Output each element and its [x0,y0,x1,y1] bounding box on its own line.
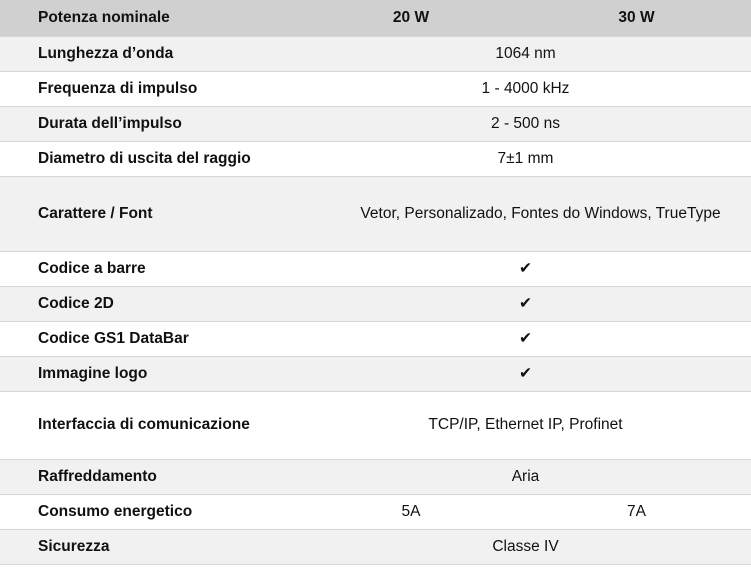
check-icon: ✔ [519,260,532,277]
row-label: Interfaccia di comunicazione [38,416,250,433]
row-value: Aria [511,467,540,485]
table-row [0,356,751,391]
table-row [0,36,751,71]
row-value: TCP/IP, Ethernet IP, Profinet [428,416,623,433]
row-value: Classe IV [492,537,559,555]
row-value: 1064 nm [495,44,556,62]
row-label: Codice a barre [38,259,146,277]
row-label: Sicurezza [38,537,110,555]
row-label: Durata dell’impulso [38,114,182,132]
table-row [0,176,751,251]
check-icon: ✔ [519,330,532,347]
table-row [0,494,751,529]
row-value-20w: 5A [401,502,421,520]
table-row [0,71,751,106]
check-icon: ✔ [519,365,532,382]
header-label: Potenza nominale [38,8,170,26]
table-row [0,529,751,564]
row-label: Diametro di uscita del raggio [38,149,251,167]
table-row [0,459,751,494]
table-row [0,251,751,286]
row-label: Carattere / Font [38,204,153,222]
row-label: Immagine logo [38,364,148,382]
row-value-30w: 7A [627,502,646,520]
row-value: 7±1 mm [497,149,554,167]
table-row [0,391,751,459]
table-row [0,321,751,356]
table-header-row [0,0,751,36]
table-row [0,141,751,176]
row-label: Lunghezza d’onda [38,44,174,62]
row-label: Consumo energetico [38,502,193,520]
check-icon: ✔ [519,295,532,312]
row-value: Vetor, Personalizado, Fontes do Windows, TrueType [360,204,721,222]
row-value: 2 - 500 ns [491,114,560,132]
row-label: Codice GS1 DataBar [38,329,189,347]
table-row [0,106,751,141]
row-label: Codice 2D [38,294,114,312]
row-label: Frequenza di impulso [38,79,198,97]
row-label: Raffreddamento [38,467,157,485]
header-30w: 30 W [618,8,655,26]
row-value: 1 - 4000 kHz [481,79,570,97]
header-20w: 20 W [392,8,430,26]
table-row [0,286,751,321]
